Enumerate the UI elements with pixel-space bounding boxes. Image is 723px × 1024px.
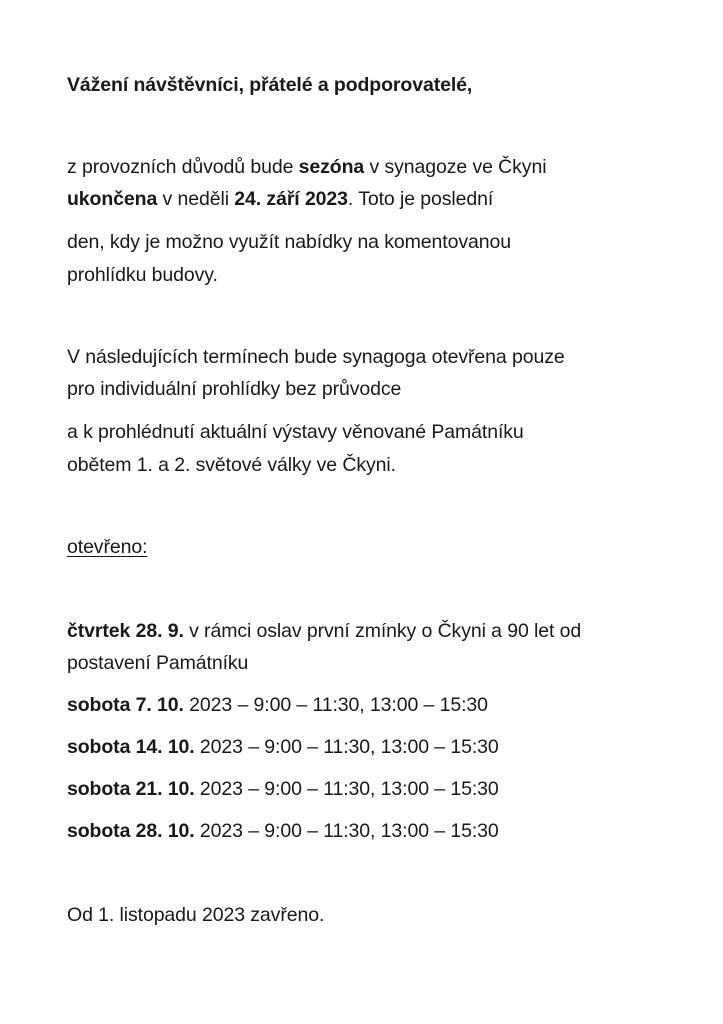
paragraph-2-line-3: a k prohlédnutí aktuální výstavy věnované Památníku xyxy=(67,421,524,443)
open-label: otevřeno: xyxy=(67,536,148,558)
schedule-day: sobota 28. 10. xyxy=(67,820,195,842)
schedule-first-text: v rámci oslav první zmínky o Čkyni a 90 let od xyxy=(183,620,582,642)
p1-date-bold: 24. září 2023 xyxy=(234,188,348,210)
schedule-first-day: čtvrtek 28. 9. xyxy=(67,620,184,642)
schedule-time: 2023 – 9:00 – 11:30, 13:00 – 15:30 xyxy=(194,736,499,758)
paragraph-1-line-3: den, kdy je možno využít nabídky na komentovanou xyxy=(67,231,511,253)
schedule-row xyxy=(67,734,499,760)
schedule-day: sobota 14. 10. xyxy=(67,736,195,758)
greeting-heading: Vážení návštěvníci, přátelé a podporovatelé, xyxy=(67,74,473,96)
schedule-row xyxy=(67,692,488,718)
schedule-day: sobota 7. 10. xyxy=(67,694,184,716)
schedule-row xyxy=(67,818,499,844)
closing-note: Od 1. listopadu 2023 zavřeno. xyxy=(67,904,325,926)
schedule-row xyxy=(67,776,499,802)
paragraph-1-line-2 xyxy=(67,186,493,212)
paragraph-2-line-2: pro individuální prohlídky bez průvodce xyxy=(67,378,402,400)
schedule-first-line xyxy=(67,618,581,644)
schedule-first-line-2: postavení Památníku xyxy=(67,652,249,674)
p1-text: v neděli xyxy=(157,188,235,210)
paragraph-2-line-1: V následujících termínech bude synagoga otevřena pouze xyxy=(67,346,565,368)
p1-ended-bold: ukončena xyxy=(67,188,158,210)
paragraph-2-line-4: obětem 1. a 2. světové války ve Čkyni. xyxy=(67,454,396,476)
schedule-time: 2023 – 9:00 – 11:30, 13:00 – 15:30 xyxy=(194,778,499,800)
p1-text: . Toto je poslední xyxy=(347,188,494,210)
schedule-time: 2023 – 9:00 – 11:30, 13:00 – 15:30 xyxy=(183,694,488,716)
paragraph-1-line-1 xyxy=(67,154,546,180)
paragraph-1-line-4: prohlídku budovy. xyxy=(67,264,218,286)
schedule-day: sobota 21. 10. xyxy=(67,778,195,800)
p1-text: v synagoze ve Čkyni xyxy=(364,156,547,178)
p1-season-bold: sezóna xyxy=(298,156,365,178)
p1-text: z provozních důvodů bude xyxy=(67,156,299,178)
schedule-time: 2023 – 9:00 – 11:30, 13:00 – 15:30 xyxy=(194,820,499,842)
